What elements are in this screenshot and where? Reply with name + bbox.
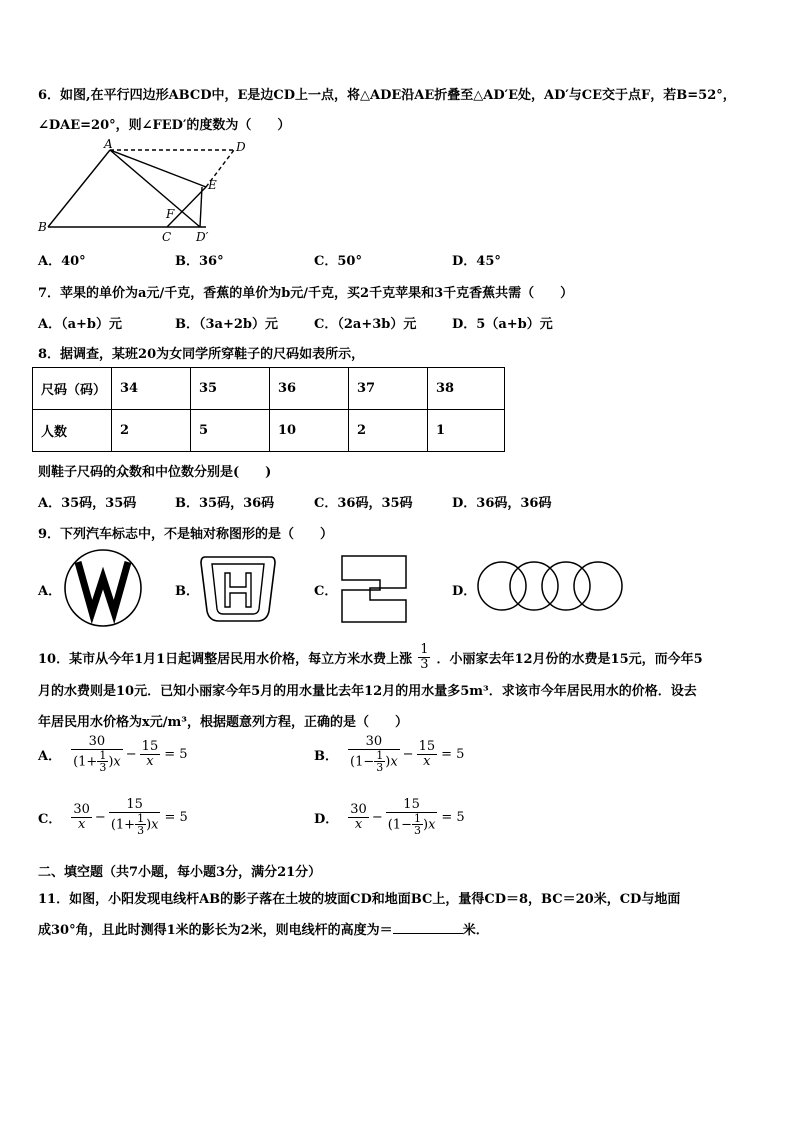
label-C: C xyxy=(162,230,172,244)
q9-option-a[interactable]: A． xyxy=(38,584,62,599)
q7-text: 7．苹果的单价为a元/千克，香蕉的单价为b元/千克，买2千克苹果和3千克香蕉共需（ ） xyxy=(38,286,574,301)
table-cell: 10 xyxy=(270,410,349,452)
q11-text-line1: 11．如图，小阳发现电线杆AB的影子落在土坡的坡面CD和地面BC上，量得CD＝8，BC＝20米，CD与地面 xyxy=(38,892,681,907)
vw-logo-icon xyxy=(62,548,144,628)
answer-blank[interactable] xyxy=(393,933,463,934)
table-cell: 尺码（码） xyxy=(33,368,112,410)
q10-text-line3: 年居民用水价格为x元/m³，根据题意列方程，正确的是（ ） xyxy=(38,715,408,730)
q10-option-a[interactable]: A． 30 (1+ $\frac{1}{3}$ )x − $\frac{15}{x}$ = 5 xyxy=(38,734,188,775)
q6-option-c[interactable]: C．50° xyxy=(314,254,362,269)
q11-text-line2: 成30°角，且此时测得1米的影长为2米，则电线杆的高度为＝ 米． xyxy=(38,923,489,938)
q8-option-a[interactable]: A．35码，35码 xyxy=(38,496,137,511)
q8-text: 8．据调查，某班20为女同学所穿鞋子的尺码如表所示， xyxy=(38,347,365,362)
label-Dprime: D′ xyxy=(196,230,209,244)
q10-option-b[interactable]: B． 30 (1− $\frac{1}{3}$ )x − $\frac{15}{x}$ = 5 xyxy=(314,734,465,775)
table-row xyxy=(33,410,505,452)
table-cell: 2 xyxy=(349,410,428,452)
q8-question: 则鞋子尺码的众数和中位数分别是( ) xyxy=(38,465,272,480)
table-cell: 34 xyxy=(112,368,191,410)
table-cell: 38 xyxy=(428,368,505,410)
shoe-size-table xyxy=(32,367,505,452)
q8-option-d[interactable]: D．36码，36码 xyxy=(452,496,552,511)
q10-option-d[interactable]: D． $\frac{30}{x}$ − 15 (1− $\frac{1}{3}$ )x = 5 xyxy=(314,797,465,838)
honda-logo-icon xyxy=(199,553,277,625)
table-cell: 35 xyxy=(191,368,270,410)
q8-option-b[interactable]: B．35码，36码 xyxy=(175,496,275,511)
q10-text-line1: 10．某市从今年1月1日起调整居民用水价格，每立方米水费上涨 $\frac{1}{3}$ ．小丽家去年12月份的水费是15元，而今年5 xyxy=(38,642,703,672)
label-F: F xyxy=(166,207,175,221)
q7-option-b[interactable]: B．（3a+2b）元 xyxy=(175,317,278,332)
table-cell: 人数 xyxy=(33,410,112,452)
table-cell: 5 xyxy=(191,410,270,452)
audi-rings-icon xyxy=(476,560,624,612)
table-cell: 1 xyxy=(428,410,505,452)
label-A: A xyxy=(104,137,113,151)
label-E: E xyxy=(208,178,217,192)
q6-option-a[interactable]: A．40° xyxy=(38,254,86,269)
table-cell: 37 xyxy=(349,368,428,410)
q9-option-c[interactable]: C． xyxy=(314,584,338,599)
q6-parallelogram-figure xyxy=(36,138,256,246)
q9-text: 9．下列汽车标志中，不是轴对称图形的是（ ） xyxy=(38,527,334,542)
q6-option-b[interactable]: B．36° xyxy=(175,254,224,269)
q7-option-d[interactable]: D．5（a+b）元 xyxy=(452,317,553,332)
section-heading: 二、填空题（共7小题，每小题3分，满分21分） xyxy=(38,865,322,880)
edge-AD' xyxy=(110,150,200,227)
label-D: D xyxy=(236,140,246,154)
label-B: B xyxy=(38,220,47,234)
table-cell: 2 xyxy=(112,410,191,452)
q6-text-line1: 6．如图,在平行四边形ABCD中，E是边CD上一点，将△ADE沿AE折叠至△AD′E处，AD′与CE交于点F，若B=52°， xyxy=(38,88,736,103)
q9-option-b[interactable]: B． xyxy=(175,584,199,599)
edge-AE xyxy=(110,150,206,187)
edge-AB xyxy=(48,150,110,227)
q7-option-a[interactable]: A．（a+b）元 xyxy=(38,317,122,332)
q10-option-c[interactable]: C． $\frac{30}{x}$ − 15 (1+ $\frac{1}{3}$ )x = 5 xyxy=(38,797,188,838)
q8-option-c[interactable]: C．36码，35码 xyxy=(314,496,413,511)
q7-option-c[interactable]: C．（2a+3b）元 xyxy=(314,317,417,332)
q9-option-d[interactable]: D． xyxy=(452,584,477,599)
table-cell: 36 xyxy=(270,368,349,410)
q10-text-line2: 月的水费则是10元．已知小丽家今年5月的用水量比去年12月的用水量多5m³．求该市今年居民用水的价格．设去 xyxy=(38,684,697,699)
square-logo-icon xyxy=(340,554,408,624)
q6-option-d[interactable]: D．45° xyxy=(452,254,501,269)
q6-text-line2: ∠DAE=20°，则∠FED′的度数为（ ） xyxy=(38,118,291,133)
fraction-one-third: $\frac{1}{3}$ xyxy=(420,642,429,672)
table-row xyxy=(33,368,505,410)
